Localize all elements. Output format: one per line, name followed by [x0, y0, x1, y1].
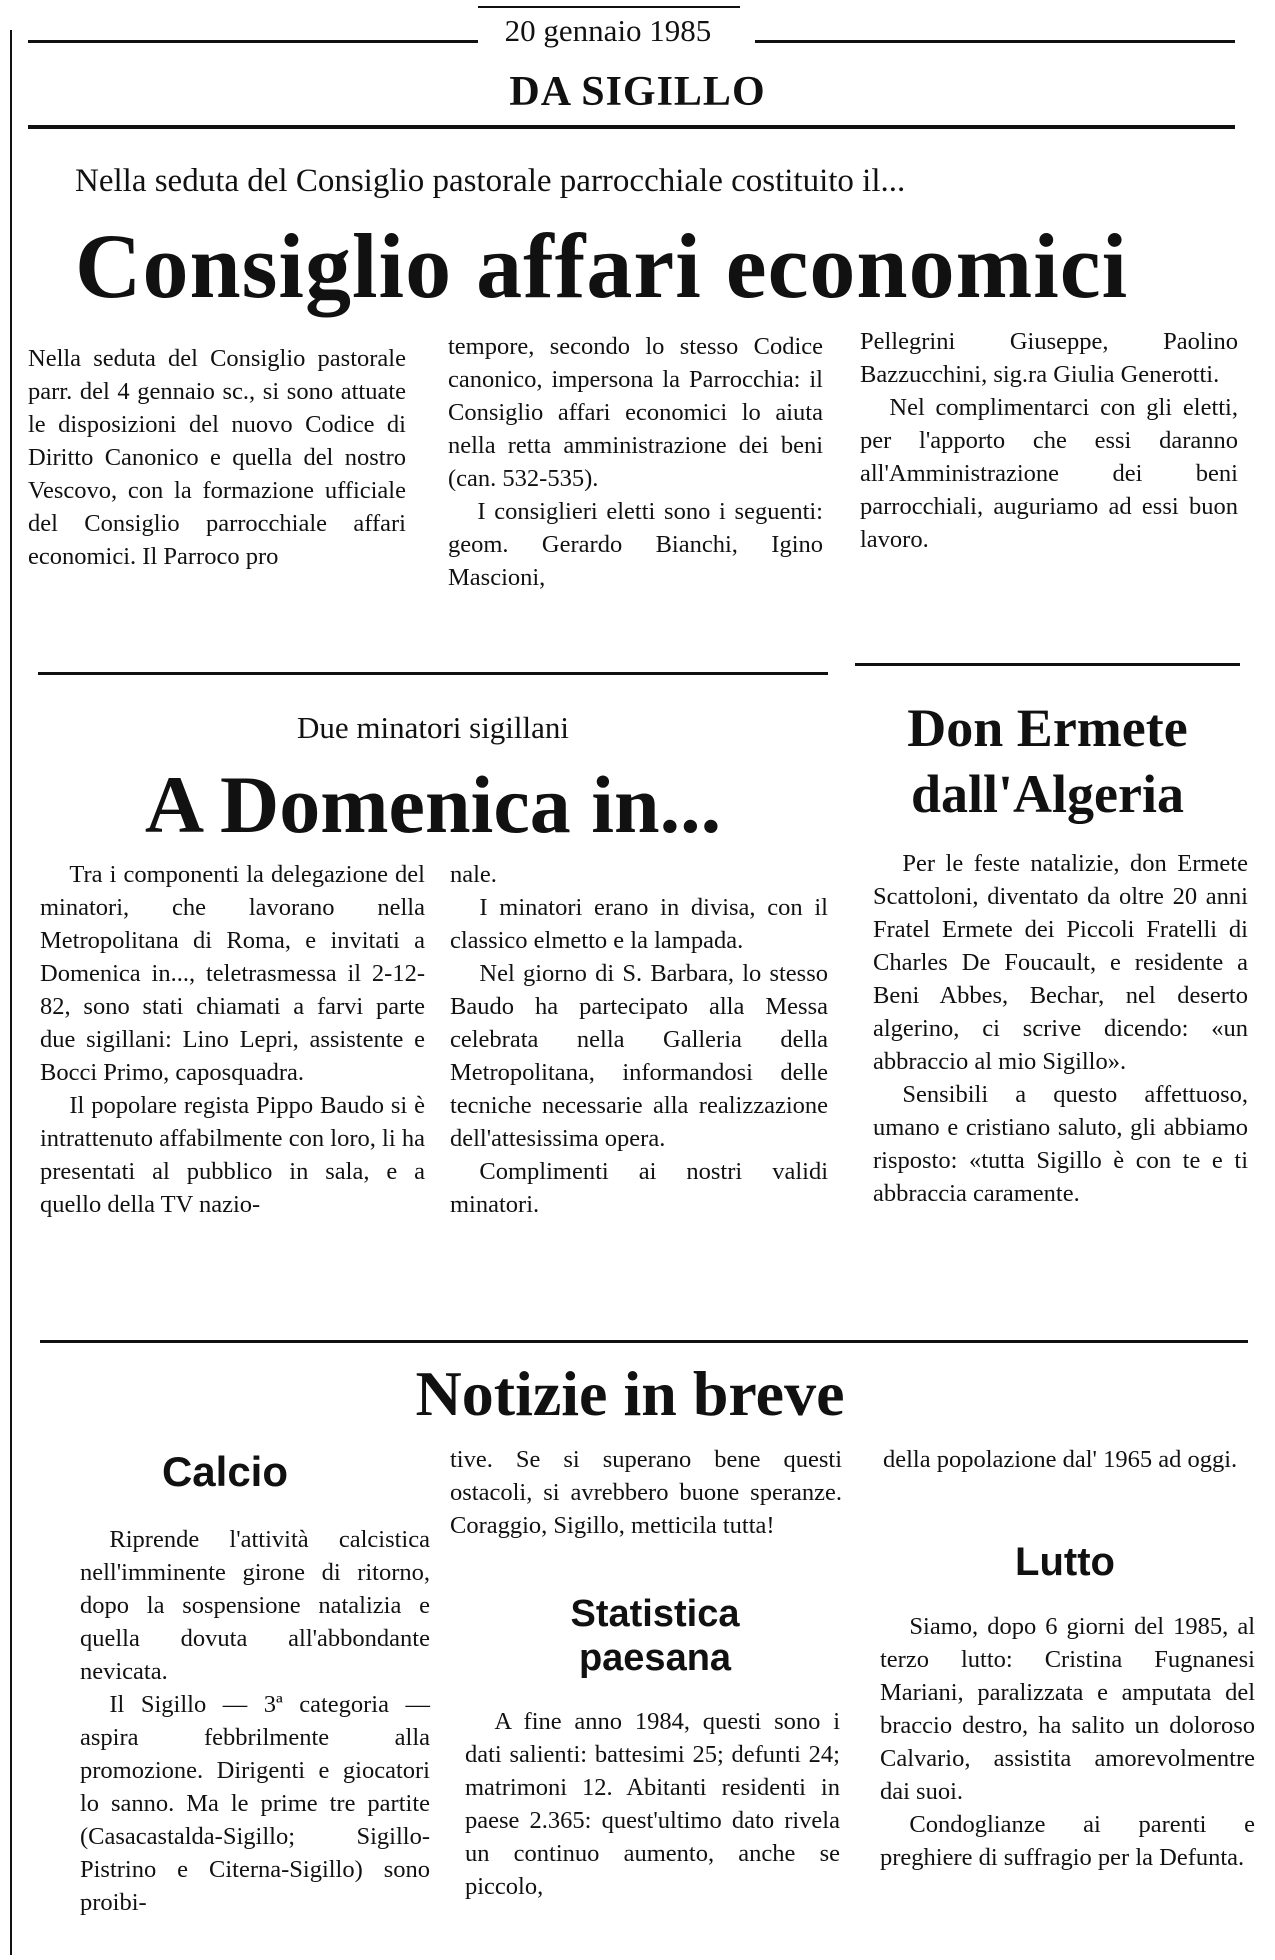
calcio-p2: Il Sigillo — 3ª categoria — aspira febbrilmente alla promozione. Dirigenti e giocatori lo sanno. Ma le prime tre partite (Casacastalda-Sigillo; Sigillo-Pistrino e Citerna-Sigillo) sono proibi-: [80, 1691, 430, 1916]
article2-col2: [450, 858, 828, 1221]
article1-col3-p2: Nel complimentarci con gli eletti, per l'apporto che essi daranno all'Amministrazione dei beni parrocchiali, auguriamo ad essi buon lavoro.: [860, 394, 1238, 553]
header-rule-right: [755, 40, 1235, 43]
article1-col2-p1: tempore, secondo lo stesso Codice canonico, impersona la Parrocchia: il Consiglio affari economici lo aiuta nella retta amministrazione dei beni (can. 532-535).: [448, 333, 823, 492]
statistica-continued: [883, 1443, 1238, 1476]
article1-title: Consiglio affari economici: [75, 215, 1129, 317]
news-rule: [40, 1340, 1248, 1343]
article2-col2-p2: I minatori erano in divisa, con il classico elmetto e la lampada.: [450, 894, 828, 954]
lutto-p2: Condoglianze ai parenti e preghiere di suffragio per la Defunta.: [880, 1811, 1255, 1871]
section-title: DA SIGILLO: [509, 69, 766, 115]
article2-col2-p4: Complimenti ai nostri validi minatori.: [450, 1158, 828, 1218]
article1-kicker: Nella seduta del Consiglio pastorale parrocchiale costituito il...: [75, 163, 906, 199]
lutto-p1: Siamo, dopo 6 giorni del 1985, al terzo lutto: Cristina Fugnanesi Mariani, paralizzata e amputata del braccio destro, ha salito un doloroso Calvario, assistita amorevolmentre dai suoi.: [880, 1613, 1255, 1805]
statistica-p1: A fine anno 1984, questi sono i dati salienti: battesimi 25; defunti 24; matrimoni 12. Abitanti residenti in paese 2.365: quest'ultimo dato rivela un continuo aumento, anche se piccolo,: [465, 1708, 840, 1900]
article1-col2: [448, 330, 823, 594]
statistica-cont: della popolazione dal' 1965 ad oggi.: [883, 1446, 1238, 1473]
date-box-top: [478, 6, 740, 8]
divider-left: [38, 672, 828, 675]
article3-body: [873, 847, 1248, 1210]
article3-title: Don Ermete dall'Algeria: [907, 698, 1188, 824]
calcio-p1: Riprende l'attività calcistica nell'imminente girone di ritorno, dopo la sospensione natalizia e quella dovuta all'abbondante nevicata.: [80, 1526, 430, 1685]
statistica-title: Statistica paesana: [570, 1593, 740, 1679]
article2-kicker: Due minatori sigillani: [296, 710, 570, 745]
article2-col2-p3: Nel giorno di S. Barbara, lo stesso Baudo ha partecipato alla Messa celebrata nella Galleria della Metropolitana, informandosi delle tecniche necessarie alla realizzazione dell'attesissima opera.: [450, 960, 828, 1152]
divider-right: [855, 663, 1240, 666]
issue-date: 20 gennaio 1985: [504, 13, 712, 48]
article1-col1: [28, 342, 406, 573]
article1-col2-p2: I consiglieri eletti sono i seguenti: geom. Gerardo Bianchi, Igino Mascioni,: [448, 498, 823, 591]
article2-col1-p2: Il popolare regista Pippo Baudo si è intrattenuto affabilmente con loro, li ha presentati al pubblico in sala, e a quello della TV nazio-: [40, 1092, 425, 1218]
lutto-title: Lutto: [1015, 1540, 1115, 1584]
article1-col3: [860, 325, 1238, 556]
section-rule: [28, 125, 1235, 129]
article2-col1-p1: Tra i componenti la delegazione del minatori, che lavorano nella Metropolitana di Roma, e invitati a Domenica in..., teletrasmessa il 2-12-82, sono stati chiamati a farvi parte due sigillani: Lino Lepri, assistente e Bocci Primo, caposquadra.: [40, 861, 425, 1086]
lutto-body: [880, 1610, 1255, 1874]
article2-title: A Domenica in...: [144, 759, 722, 850]
left-margin-line: [10, 30, 12, 1955]
calcio-cont: tive. Se si superano bene questi ostacoli, si avrebbero buone speranze. Coraggio, Sigillo, metticila tutta!: [450, 1446, 842, 1539]
calcio-continued: [450, 1443, 842, 1542]
statistica-body: [465, 1705, 840, 1903]
article1-col3-p1: Pellegrini Giuseppe, Paolino Bazzucchini, sig.ra Giulia Generotti.: [860, 328, 1238, 388]
article2-col1: [40, 858, 425, 1221]
header-rule-left: [28, 40, 478, 43]
article1-col1-text: Nella seduta del Consiglio pastorale parr. del 4 gennaio sc., si sono attuate le disposizioni del nuovo Codice di Diritto Canonico e quella del nostro Vescovo, con la formazione ufficiale del Consiglio parrocchiale affari economici. Il Parroco pro: [28, 345, 406, 570]
calcio-body: [80, 1523, 430, 1919]
article3-p2: Sensibili a questo affettuoso, umano e cristiano saluto, gli abbiamo risposto: «tutta Sigillo è con te e ti abbraccia caramente.: [873, 1081, 1248, 1207]
article3-p1: Per le feste natalizie, don Ermete Scattoloni, diventato da oltre 20 anni Fratel Ermete dei Piccoli Fratelli di Charles De Foucault, e residente a Beni Abbes, Bechar, nel deserto algerino, ci scrive dicendo: «un abbraccio al mio Sigillo».: [873, 850, 1248, 1075]
news-title: Notizie in breve: [415, 1358, 845, 1429]
article2-col2-p1: nale.: [450, 861, 497, 888]
calcio-title: Calcio: [161, 1448, 289, 1495]
